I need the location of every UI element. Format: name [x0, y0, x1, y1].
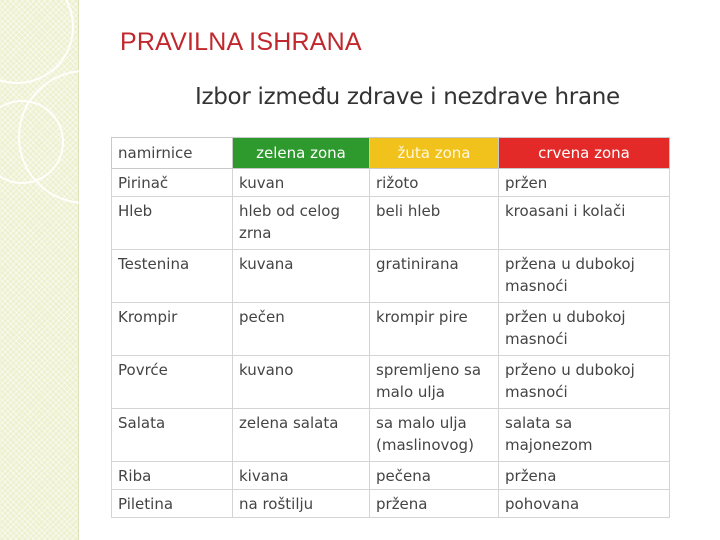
table-row	[112, 490, 670, 518]
red-zone-cell: prženo u dubokoj masnoći	[499, 356, 670, 409]
food-name-cell: Piletina	[112, 490, 233, 518]
red-zone-cell: kroasani i kolači	[499, 197, 670, 250]
header-green-zone: zelena zona	[233, 138, 370, 169]
green-zone-cell: hleb od celog zrna	[233, 197, 370, 250]
green-zone-cell: zelena salata	[233, 409, 370, 462]
yellow-zone-cell: rižoto	[370, 169, 499, 197]
red-zone-cell: pržen	[499, 169, 670, 197]
table-heading: Izbor između zdrave i nezdrave hrane	[195, 84, 620, 110]
header-foods: namirnice	[112, 138, 233, 169]
green-zone-cell: na roštilju	[233, 490, 370, 518]
decorative-circle	[0, 0, 74, 84]
food-name-cell: Krompir	[112, 303, 233, 356]
food-name-cell: Salata	[112, 409, 233, 462]
header-red-zone: crvena zona	[499, 138, 670, 169]
red-zone-cell: pohovana	[499, 490, 670, 518]
table-row	[112, 462, 670, 490]
green-zone-cell: kivana	[233, 462, 370, 490]
yellow-zone-cell: krompir pire	[370, 303, 499, 356]
food-name-cell: Hleb	[112, 197, 233, 250]
decorative-side-band	[0, 0, 79, 540]
green-zone-cell: kuvano	[233, 356, 370, 409]
yellow-zone-cell: pržena	[370, 490, 499, 518]
food-name-cell: Pirinač	[112, 169, 233, 197]
red-zone-cell: pržena u dubokoj masnoći	[499, 250, 670, 303]
slide-title: PRAVILNA ISHRANA	[120, 28, 362, 56]
yellow-zone-cell: pečena	[370, 462, 499, 490]
table-row	[112, 197, 670, 250]
table-row	[112, 356, 670, 409]
food-name-cell: Povrće	[112, 356, 233, 409]
header-yellow-zone: žuta zona	[370, 138, 499, 169]
green-zone-cell: kuvan	[233, 169, 370, 197]
red-zone-cell: pržena	[499, 462, 670, 490]
table-header-row	[112, 138, 670, 169]
table-row	[112, 169, 670, 197]
yellow-zone-cell: sa malo ulja (maslinovog)	[370, 409, 499, 462]
food-name-cell: Riba	[112, 462, 233, 490]
red-zone-cell: salata sa majonezom	[499, 409, 670, 462]
food-name-cell: Testenina	[112, 250, 233, 303]
table-row	[112, 250, 670, 303]
yellow-zone-cell: beli hleb	[370, 197, 499, 250]
red-zone-cell: pržen u dubokoj masnoći	[499, 303, 670, 356]
table-row	[112, 409, 670, 462]
food-zone-table	[111, 137, 670, 518]
table-row	[112, 303, 670, 356]
yellow-zone-cell: gratinirana	[370, 250, 499, 303]
green-zone-cell: kuvana	[233, 250, 370, 303]
yellow-zone-cell: spremljeno sa malo ulja	[370, 356, 499, 409]
green-zone-cell: pečen	[233, 303, 370, 356]
